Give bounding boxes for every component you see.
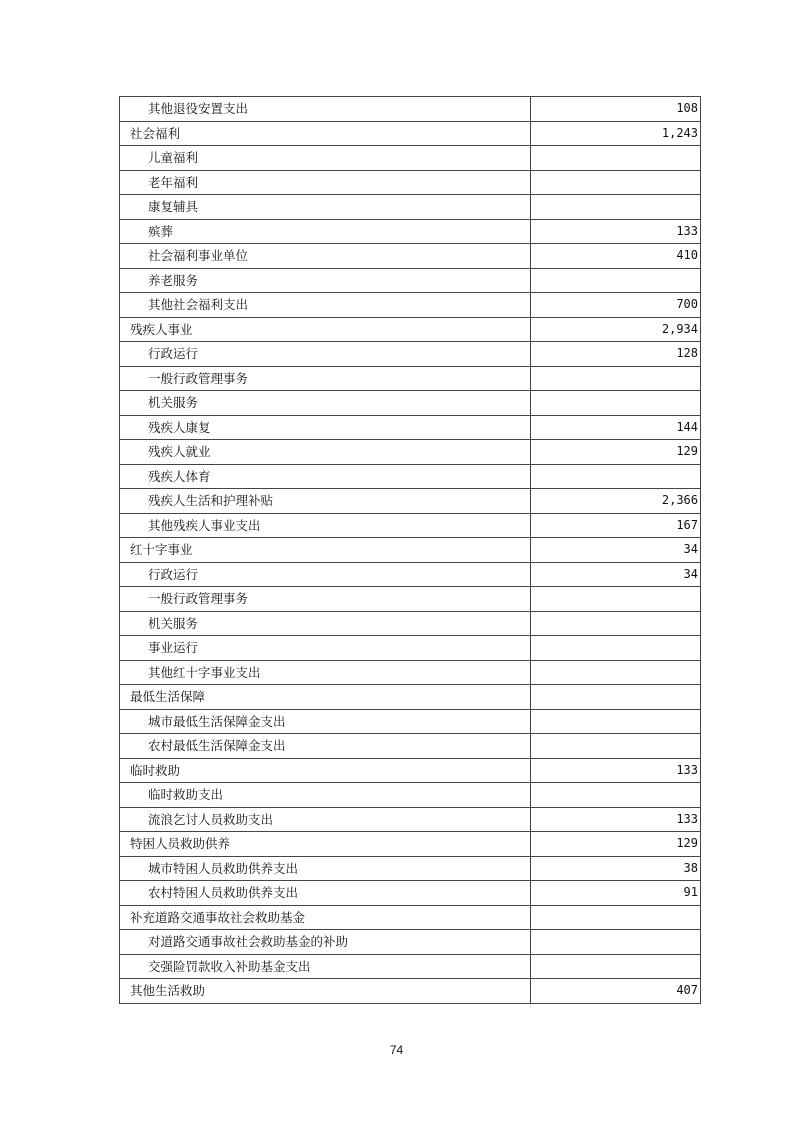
row-item-name: 农村最低生活保障金支出 bbox=[120, 734, 531, 759]
table-row bbox=[120, 832, 701, 857]
row-item-name: 行政运行 bbox=[120, 342, 531, 367]
row-item-value bbox=[531, 685, 701, 710]
row-item-value bbox=[531, 709, 701, 734]
row-item-name: 老年福利 bbox=[120, 170, 531, 195]
row-item-value bbox=[531, 636, 701, 661]
row-item-value: 407 bbox=[531, 979, 701, 1004]
row-item-value bbox=[531, 366, 701, 391]
row-item-value: 410 bbox=[531, 244, 701, 269]
row-item-name: 其他退役安置支出 bbox=[120, 97, 531, 122]
row-item-name: 特困人员救助供养 bbox=[120, 832, 531, 857]
table-row bbox=[120, 758, 701, 783]
row-item-name: 一般行政管理事务 bbox=[120, 366, 531, 391]
row-item-name: 城市特困人员救助供养支出 bbox=[120, 856, 531, 881]
page-number: 74 bbox=[389, 1043, 404, 1057]
table-row bbox=[120, 97, 701, 122]
table-row bbox=[120, 170, 701, 195]
row-item-value bbox=[531, 146, 701, 171]
table-row bbox=[120, 219, 701, 244]
table-row bbox=[120, 636, 701, 661]
row-item-value bbox=[531, 268, 701, 293]
row-item-name: 残疾人事业 bbox=[120, 317, 531, 342]
row-item-value: 128 bbox=[531, 342, 701, 367]
table-row bbox=[120, 709, 701, 734]
row-item-value: 129 bbox=[531, 440, 701, 465]
table-row bbox=[120, 440, 701, 465]
row-item-value bbox=[531, 783, 701, 808]
row-item-name: 残疾人体育 bbox=[120, 464, 531, 489]
row-item-value bbox=[531, 905, 701, 930]
row-item-name: 社会福利事业单位 bbox=[120, 244, 531, 269]
row-item-value: 1,243 bbox=[531, 121, 701, 146]
row-item-value bbox=[531, 195, 701, 220]
row-item-name: 康复辅具 bbox=[120, 195, 531, 220]
row-item-name: 临时救助支出 bbox=[120, 783, 531, 808]
table-row bbox=[120, 611, 701, 636]
row-item-value: 34 bbox=[531, 562, 701, 587]
row-item-name: 儿童福利 bbox=[120, 146, 531, 171]
row-item-name: 残疾人就业 bbox=[120, 440, 531, 465]
row-item-name: 一般行政管理事务 bbox=[120, 587, 531, 612]
row-item-name: 社会福利 bbox=[120, 121, 531, 146]
row-item-value: 108 bbox=[531, 97, 701, 122]
row-item-value: 133 bbox=[531, 807, 701, 832]
table-row bbox=[120, 195, 701, 220]
row-item-value: 700 bbox=[531, 293, 701, 318]
row-item-name: 红十字事业 bbox=[120, 538, 531, 563]
row-item-name: 对道路交通事故社会救助基金的补助 bbox=[120, 930, 531, 955]
row-item-name: 补充道路交通事故社会救助基金 bbox=[120, 905, 531, 930]
row-item-value bbox=[531, 391, 701, 416]
row-item-name: 交强险罚款收入补助基金支出 bbox=[120, 954, 531, 979]
table-row bbox=[120, 366, 701, 391]
row-item-name: 其他红十字事业支出 bbox=[120, 660, 531, 685]
row-item-value: 144 bbox=[531, 415, 701, 440]
row-item-name: 城市最低生活保障金支出 bbox=[120, 709, 531, 734]
table-row bbox=[120, 807, 701, 832]
row-item-value: 133 bbox=[531, 219, 701, 244]
row-item-value bbox=[531, 930, 701, 955]
row-item-value: 2,934 bbox=[531, 317, 701, 342]
row-item-value bbox=[531, 170, 701, 195]
table-row bbox=[120, 317, 701, 342]
row-item-value bbox=[531, 954, 701, 979]
row-item-name: 残疾人生活和护理补贴 bbox=[120, 489, 531, 514]
table-row bbox=[120, 464, 701, 489]
row-item-value: 129 bbox=[531, 832, 701, 857]
table-row bbox=[120, 587, 701, 612]
row-item-value bbox=[531, 660, 701, 685]
table-row bbox=[120, 930, 701, 955]
table-body bbox=[120, 97, 701, 1004]
row-item-name: 行政运行 bbox=[120, 562, 531, 587]
table-row bbox=[120, 954, 701, 979]
row-item-name: 流浪乞讨人员救助支出 bbox=[120, 807, 531, 832]
row-item-name: 养老服务 bbox=[120, 268, 531, 293]
row-item-name: 最低生活保障 bbox=[120, 685, 531, 710]
row-item-value bbox=[531, 734, 701, 759]
row-item-name: 残疾人康复 bbox=[120, 415, 531, 440]
table-row bbox=[120, 660, 701, 685]
table-row bbox=[120, 146, 701, 171]
table-row bbox=[120, 856, 701, 881]
table-row bbox=[120, 415, 701, 440]
table-row bbox=[120, 905, 701, 930]
row-item-value: 34 bbox=[531, 538, 701, 563]
row-item-name: 事业运行 bbox=[120, 636, 531, 661]
row-item-value bbox=[531, 464, 701, 489]
row-item-value bbox=[531, 587, 701, 612]
row-item-value: 91 bbox=[531, 881, 701, 906]
row-item-name: 机关服务 bbox=[120, 391, 531, 416]
row-item-value bbox=[531, 611, 701, 636]
table-row bbox=[120, 881, 701, 906]
table-row bbox=[120, 562, 701, 587]
table-row bbox=[120, 783, 701, 808]
row-item-name: 临时救助 bbox=[120, 758, 531, 783]
table-row bbox=[120, 342, 701, 367]
row-item-name: 殡葬 bbox=[120, 219, 531, 244]
table-row bbox=[120, 538, 701, 563]
table-row bbox=[120, 513, 701, 538]
table-row bbox=[120, 244, 701, 269]
table-row bbox=[120, 268, 701, 293]
row-item-name: 农村特困人员救助供养支出 bbox=[120, 881, 531, 906]
expenditure-table bbox=[119, 96, 701, 1004]
row-item-name: 机关服务 bbox=[120, 611, 531, 636]
row-item-value: 133 bbox=[531, 758, 701, 783]
row-item-value: 2,366 bbox=[531, 489, 701, 514]
table-row bbox=[120, 121, 701, 146]
row-item-value: 167 bbox=[531, 513, 701, 538]
table-row bbox=[120, 391, 701, 416]
row-item-name: 其他生活救助 bbox=[120, 979, 531, 1004]
table-row bbox=[120, 293, 701, 318]
row-item-value: 38 bbox=[531, 856, 701, 881]
table-row bbox=[120, 489, 701, 514]
row-item-name: 其他社会福利支出 bbox=[120, 293, 531, 318]
row-item-name: 其他残疾人事业支出 bbox=[120, 513, 531, 538]
table-row bbox=[120, 685, 701, 710]
table-row bbox=[120, 979, 701, 1004]
table-row bbox=[120, 734, 701, 759]
